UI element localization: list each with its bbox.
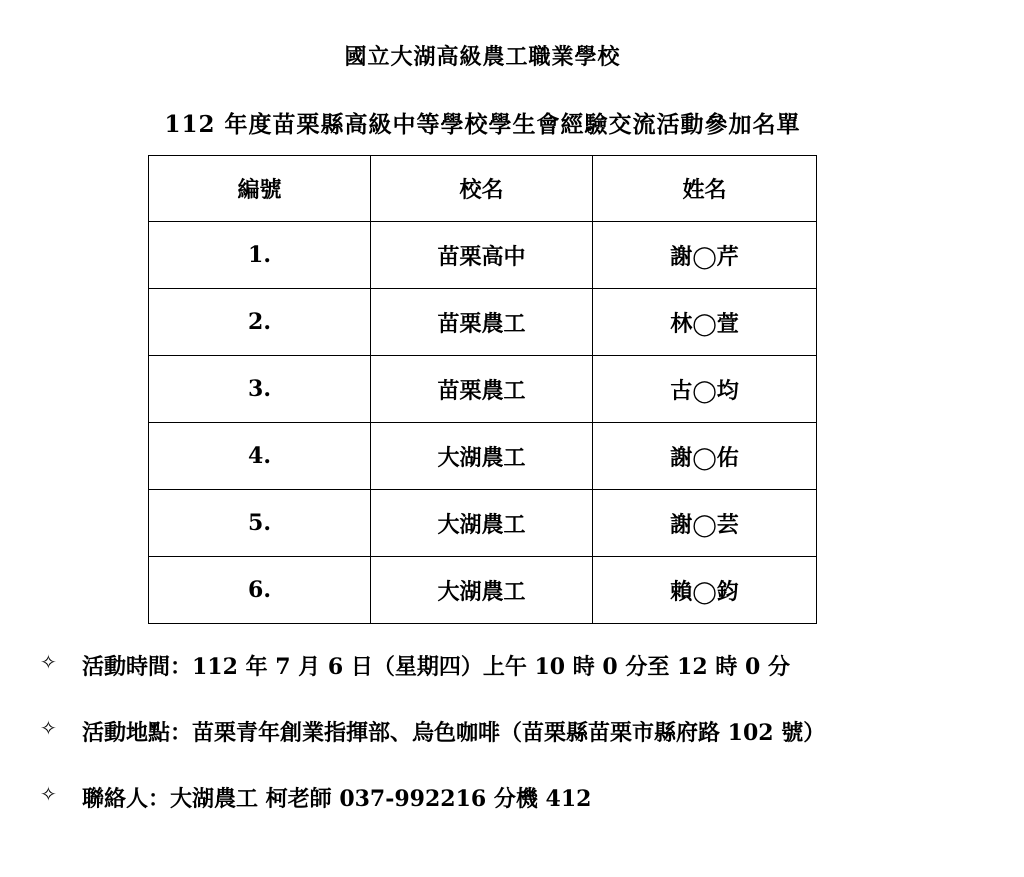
row-number: 5. xyxy=(149,490,371,557)
sparkle-bullet-icon: ✧ xyxy=(40,650,57,674)
table-row xyxy=(149,356,817,423)
sparkle-bullet-icon: ✧ xyxy=(40,716,57,740)
row-name: 古◯均 xyxy=(593,356,817,423)
row-number: 1. xyxy=(149,222,371,289)
document-title: 112 年度苗栗縣高級中等學校學生會經驗交流活動參加名單 xyxy=(164,111,801,138)
sparkle-bullet-icon: ✧ xyxy=(40,782,57,806)
row-school: 大湖農工 xyxy=(371,557,593,624)
info-item-location xyxy=(40,716,1000,782)
header-school: 校名 xyxy=(371,156,593,222)
row-number: 3. xyxy=(149,356,371,423)
row-school: 大湖農工 xyxy=(371,490,593,557)
header-name: 姓名 xyxy=(593,156,817,222)
row-name: 謝◯芹 xyxy=(593,222,817,289)
table-row xyxy=(149,423,817,490)
table-row xyxy=(149,289,817,356)
row-name: 謝◯芸 xyxy=(593,490,817,557)
info-item-contact xyxy=(40,782,1000,848)
table-row xyxy=(149,557,817,624)
row-school: 苗栗農工 xyxy=(371,289,593,356)
row-number: 2. xyxy=(149,289,371,356)
table-row xyxy=(149,490,817,557)
header-number: 編號 xyxy=(149,156,371,222)
row-number: 6. xyxy=(149,557,371,624)
row-name: 賴◯鈞 xyxy=(593,557,817,624)
row-school: 苗栗農工 xyxy=(371,356,593,423)
info-list xyxy=(40,650,1000,848)
table-row xyxy=(149,222,817,289)
info-text: 活動地點：苗栗青年創業指揮部、烏色咖啡（苗栗縣苗栗市縣府路 102 號） xyxy=(82,720,826,746)
row-name: 謝◯佑 xyxy=(593,423,817,490)
participant-table xyxy=(148,155,817,624)
school-name: 國立大湖高級農工職業學校 xyxy=(344,44,621,70)
info-text: 聯絡人：大湖農工 柯老師 037-992216 分機 412 xyxy=(82,786,592,812)
row-name: 林◯萱 xyxy=(593,289,817,356)
table-header-row xyxy=(149,156,817,222)
info-item-time xyxy=(40,650,1000,716)
info-text: 活動時間：112 年 7 月 6 日（星期四）上午 10 時 0 分至 12 時 0 分 xyxy=(82,654,790,680)
row-school: 大湖農工 xyxy=(371,423,593,490)
row-number: 4. xyxy=(149,423,371,490)
row-school: 苗栗高中 xyxy=(371,222,593,289)
